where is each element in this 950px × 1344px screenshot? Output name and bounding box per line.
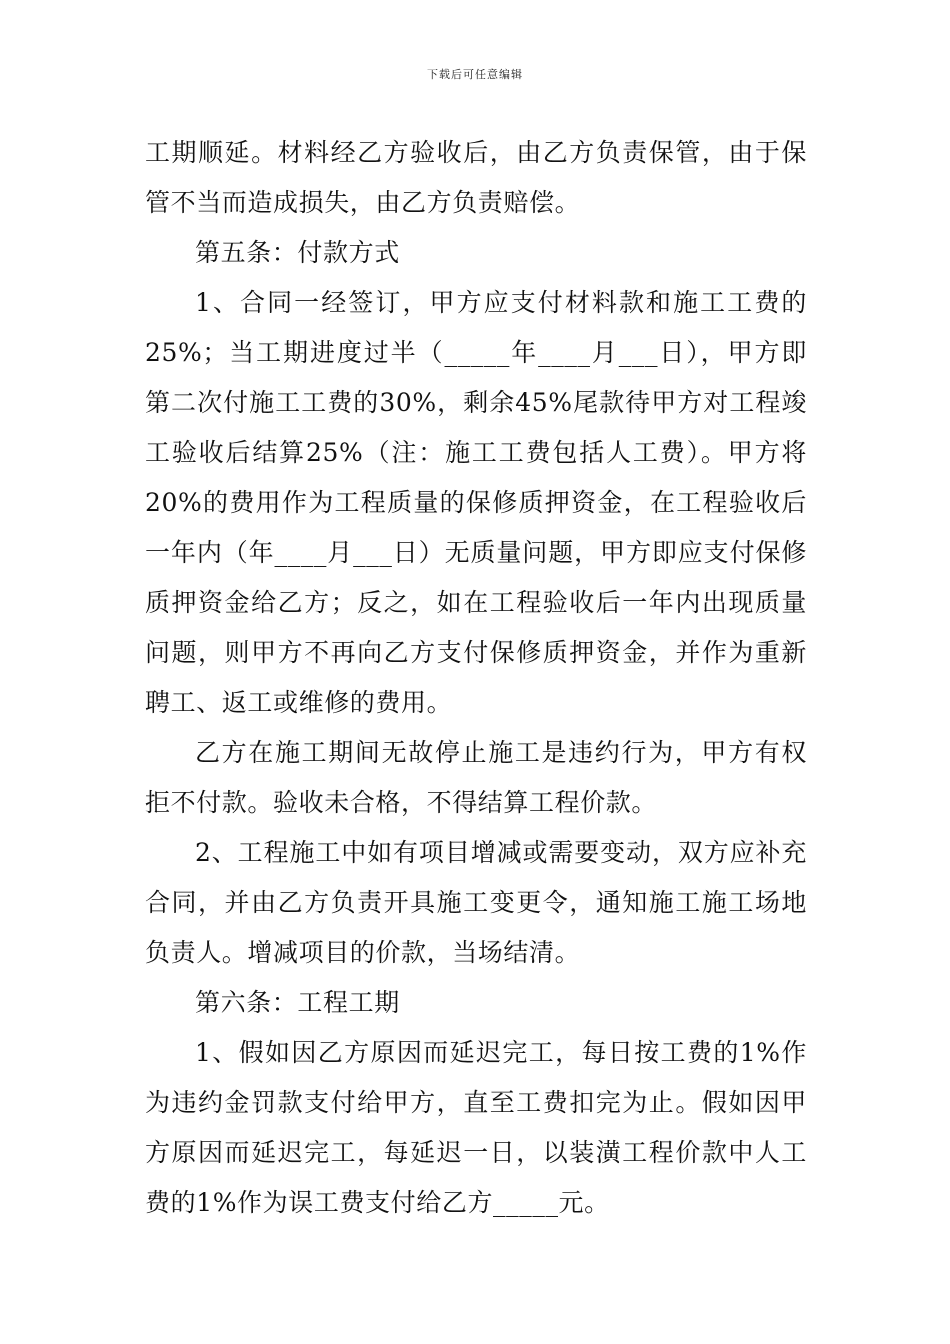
schedule-clause-1: 1、假如因乙方原因而延迟完工，每日按工费的1%作为违约金罚款支付给甲方，直至工费扣完为止。假如因甲方原因而延迟完工，每延迟一日，以装潢工程价款中人工费的1%作为误工费支付给乙方_____元。 — [145, 1038, 807, 1217]
payment-clause-2: 2、工程施工中如有项目增减或需要变动，双方应补充合同，并由乙方负责开具施工变更令，通知施工施工场地负责人。增减项目的价款，当场结清。 — [145, 838, 807, 967]
page-header: 下载后可任意编辑 — [427, 68, 523, 81]
payment-clause-breach: 乙方在施工期间无故停止施工是违约行为，甲方有权拒不付款。验收未合格，不得结算工程价款。 — [145, 738, 807, 817]
article-six-heading: 第六条：工程工期 — [195, 988, 400, 1017]
payment-clause-1: 1、合同一经签订，甲方应支付材料款和施工工费的25%；当工期进度过半（_____年____月___日），甲方即第二次付施工工费的30%，剩余45%尾款待甲方对工程竣工验收后结算25%（注：施工工费包括人工费）。甲方将20%的费用作为工程质量的保修质押资金，在工程验收后一年内（年____月___日）无质量问题，甲方即应支付保修质押资金给乙方；反之，如在工程验收后一年内出现质量问题，则甲方不再向乙方支付保修质押资金，并作为重新聘工、返工或维修的费用。 — [145, 288, 807, 717]
document-body — [145, 128, 807, 1228]
article-five-heading: 第五条：付款方式 — [195, 238, 400, 267]
paragraph-continuation: 工期顺延。材料经乙方验收后，由乙方负责保管，由于保管不当而造成损失，由乙方负责赔偿。 — [145, 138, 807, 217]
